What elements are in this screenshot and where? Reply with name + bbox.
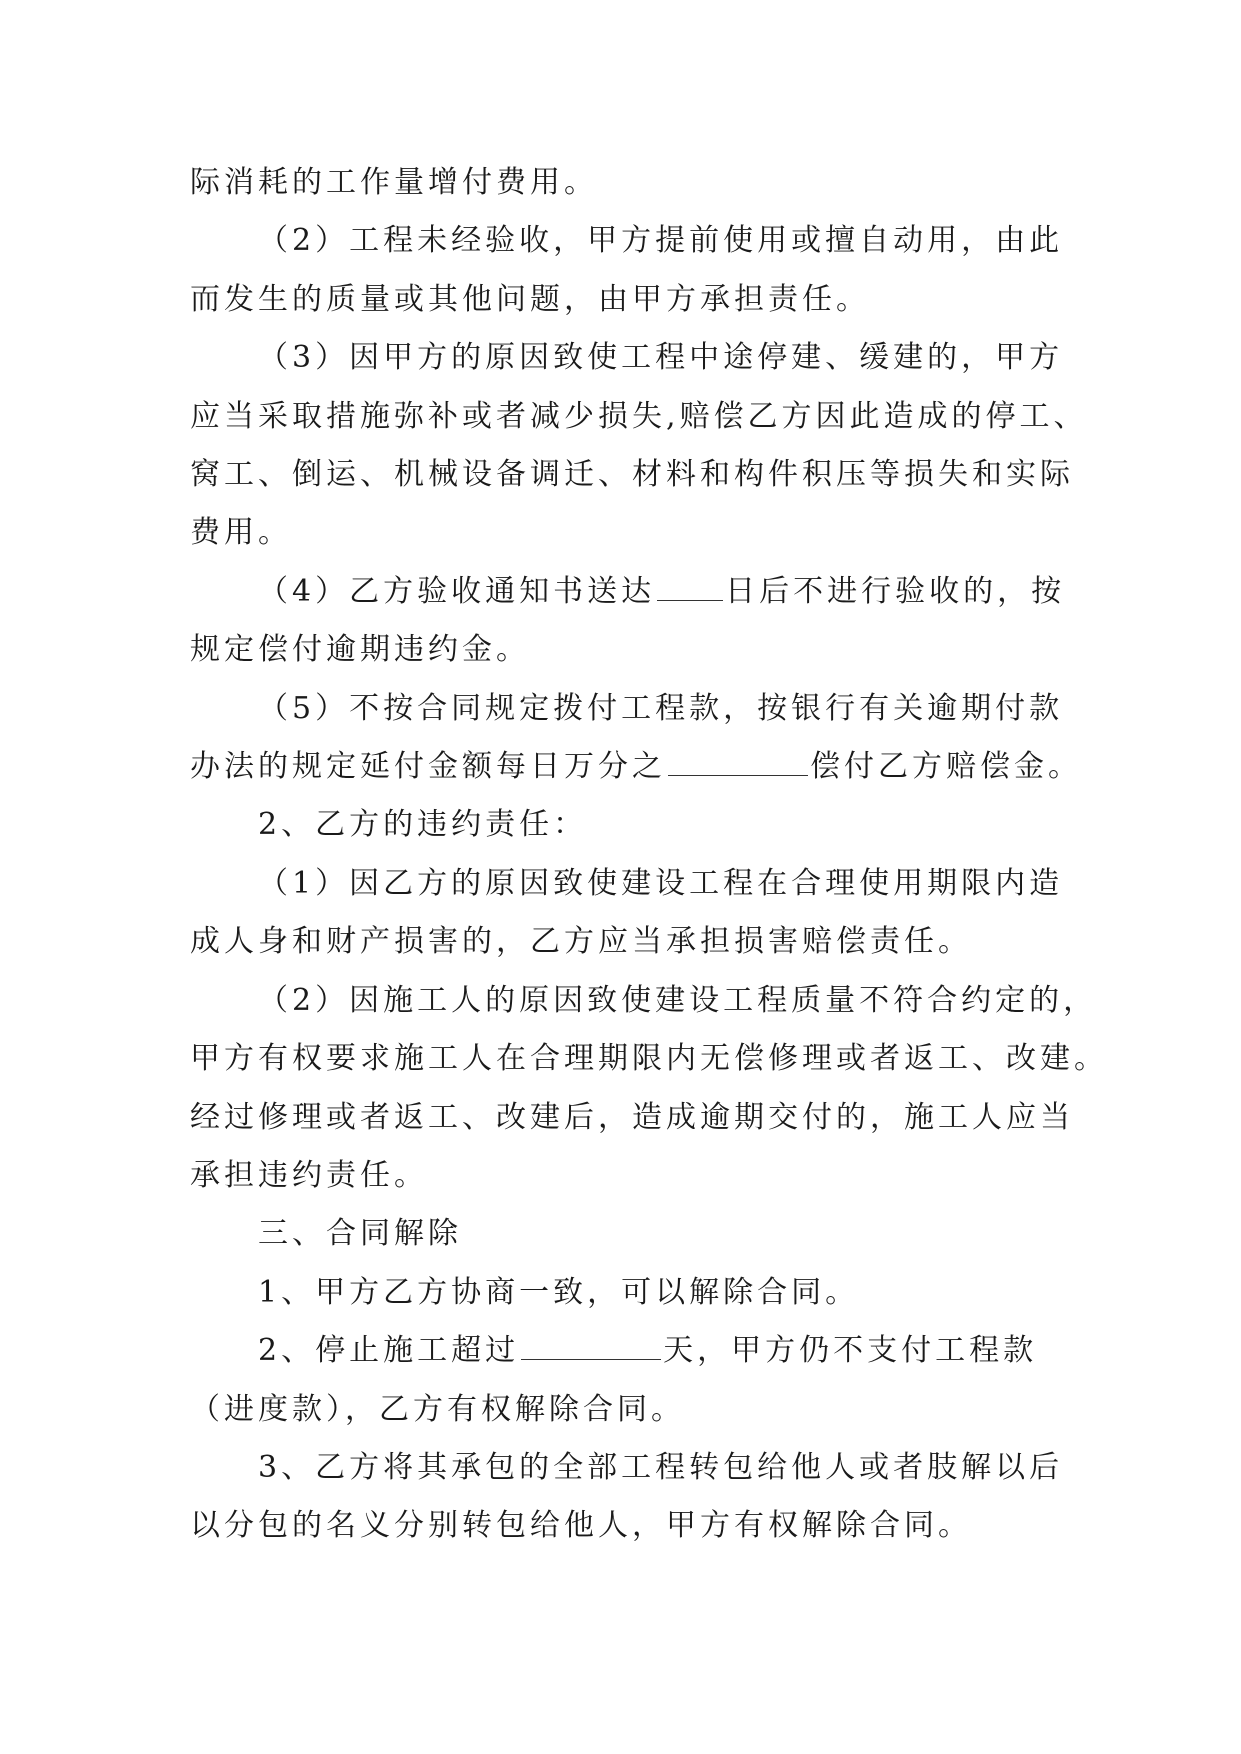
text-segment: （4）乙方验收通知书送达 (258, 573, 656, 609)
text-line: 规定偿付逾期违约金。 (190, 632, 530, 668)
text-line: 应当采取措施弥补或者减少损失,赔偿乙方因此造成的停工、 (190, 398, 1088, 434)
text-line: 而发生的质量或其他问题，由甲方承担责任。 (190, 281, 870, 317)
text-segment: 日后不进行验收的，按 (725, 573, 1066, 609)
document-body (190, 154, 1108, 1556)
text-line: （5）不按合同规定拨付工程款，按银行有关逾期付款 (258, 690, 1064, 726)
text-line: 承担违约责任。 (190, 1157, 428, 1193)
text-segment: 2、停止施工超过 (258, 1333, 520, 1369)
text-segment: 偿付乙方赔偿金。 (810, 749, 1082, 785)
text-line: （2）工程未经验收，甲方提前使用或擅自动用，由此 (258, 223, 1064, 259)
text-line: 1、甲方乙方协商一致，可以解除合同。 (258, 1274, 860, 1310)
text-line: 3、乙方将其承包的全部工程转包给他人或者肢解以后 (258, 1449, 1064, 1485)
text-line: 以分包的名义分别转包给他人，甲方有权解除合同。 (190, 1508, 972, 1544)
text-line: （1）因乙方的原因致使建设工程在合理使用期限内造 (258, 865, 1064, 901)
blank-underline (657, 574, 723, 601)
blank-underline (521, 1333, 661, 1360)
text-segment: 办法的规定延付金额每日万分之 (190, 749, 666, 785)
blank-underline (668, 749, 808, 776)
text-line: 成人身和财产损害的，乙方应当承担损害赔偿责任。 (190, 924, 972, 960)
text-line: 窝工、倒运、机械设备调迁、材料和构件积压等损失和实际 (190, 457, 1074, 493)
text-line: 际消耗的工作量增付费用。 (190, 165, 598, 200)
text-line: （3）因甲方的原因致使工程中途停建、缓建的，甲方 (258, 340, 1064, 376)
section-heading: 三、合同解除 (258, 1216, 462, 1252)
text-line: 甲方有权要求施工人在合理期限内无偿修理或者返工、改建。 (190, 1041, 1108, 1077)
text-line (190, 563, 1066, 621)
text-line: 经过修理或者返工、改建后，造成逾期交付的，施工人应当 (190, 1099, 1074, 1135)
text-line: （进度款），乙方有权解除合同。 (190, 1391, 685, 1427)
text-line (190, 738, 1082, 796)
section-heading: 2、乙方的违约责任： (258, 807, 588, 843)
text-segment: 天，甲方仍不支付工程款 (663, 1333, 1038, 1369)
text-line: （2）因施工人的原因致使建设工程质量不符合约定的， (258, 982, 1098, 1018)
text-line: 费用。 (190, 515, 292, 551)
text-line (190, 1322, 1052, 1380)
